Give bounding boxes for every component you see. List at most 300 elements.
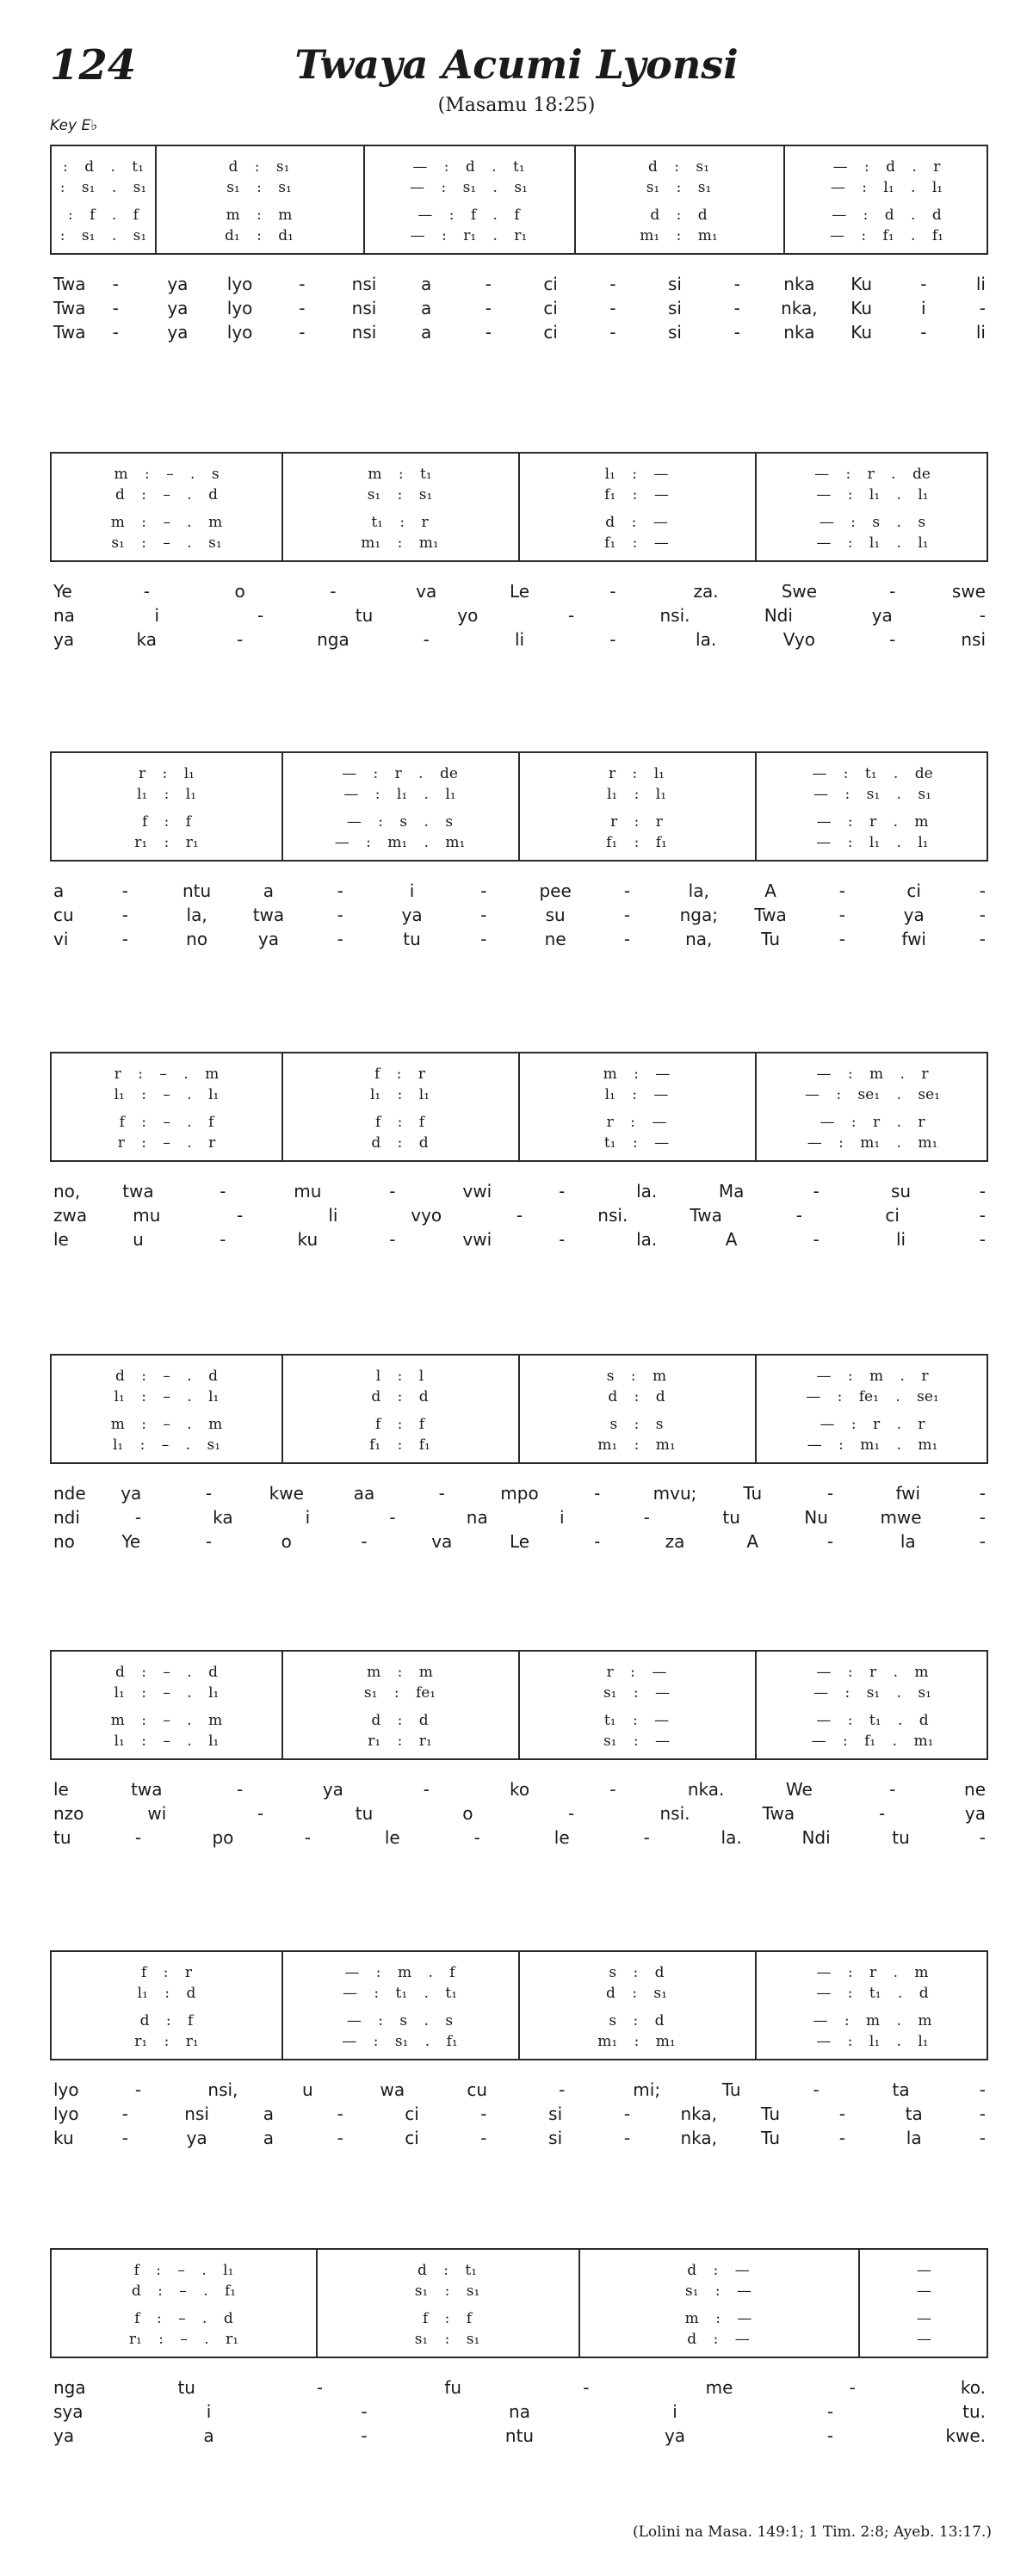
solfa-measure: r : r: [610, 813, 663, 831]
lyric-hyphen: -: [979, 1483, 986, 1504]
lyric-hyphen: -: [979, 929, 986, 949]
lyric-syllable: va: [431, 1531, 453, 1552]
solfa-measure: r : —: [606, 1664, 667, 1681]
lyric-line: [0, 1507, 1033, 1531]
lyric-syllable: nsi.: [597, 1205, 628, 1226]
lyric-hyphen: -: [979, 1827, 986, 1848]
lyric-hyphen: -: [205, 1531, 213, 1552]
lyric-hyphen: -: [389, 1229, 396, 1250]
solfa-measure: f : f: [141, 813, 192, 831]
lyric-syllable: la.: [636, 1181, 658, 1202]
solfa-measure: d : d: [371, 1388, 429, 1405]
lyric-hyphen: -: [583, 2377, 590, 2398]
lyric-hyphen: -: [220, 1229, 226, 1250]
lyric-syllable: no: [186, 929, 208, 949]
solfa-measure: d : —: [687, 2331, 750, 2348]
solfa-measure: d : d: [650, 207, 708, 224]
lyric-hyphen: -: [485, 274, 492, 294]
solfa-measure: — : m . r: [816, 1368, 929, 1385]
lyric-syllable: a: [263, 2103, 275, 2124]
lyric-syllable: o: [462, 1803, 473, 1824]
lyric-syllable: ya: [167, 298, 189, 318]
lyric-syllable: tu: [403, 929, 421, 949]
lyric-syllable: o: [281, 1531, 292, 1552]
solfa-measure: f : – . d: [134, 2310, 233, 2327]
lyric-syllable: la.: [696, 629, 717, 650]
lyric-hyphen: -: [480, 2103, 487, 2124]
lyric-syllable: nga: [53, 2377, 86, 2398]
solfa-measure: r : – . m: [114, 1066, 220, 1083]
lyric-hyphen: -: [143, 581, 150, 602]
solfa-measure: t₁ : —: [603, 1134, 670, 1152]
lyric-syllable: va: [416, 581, 437, 602]
solfa-voice-row: [52, 1436, 987, 1455]
lyric-syllable: si: [668, 274, 682, 294]
lyric-hyphen: -: [838, 2128, 845, 2148]
lyric-syllable: ya: [167, 274, 189, 294]
lyric-hyphen: -: [361, 2401, 368, 2422]
solfa-measure: m : m: [226, 207, 293, 224]
lyric-line: [0, 929, 1033, 953]
lyric-syllable: wa: [380, 2079, 405, 2100]
lyric-syllable: ci: [906, 880, 921, 901]
solfa-measure: l₁ : l₁: [606, 786, 667, 803]
lyric-syllable: nde: [53, 1483, 86, 1504]
lyric-syllable: fu: [444, 2377, 461, 2398]
staff-box: [50, 2248, 988, 2358]
lyric-syllable: vyo: [411, 1205, 442, 1226]
solfa-measure: l₁ : – . l₁: [114, 1086, 220, 1103]
lyric-syllable: tu: [177, 2377, 195, 2398]
lyric-syllable: mu: [133, 1205, 161, 1226]
lyric-syllable: lyo: [226, 274, 253, 294]
lyric-syllable: ku: [297, 1229, 319, 1250]
lyric-line: [0, 1531, 1033, 1555]
lyric-line: [0, 2079, 1033, 2103]
lyric-hyphen: -: [121, 929, 128, 949]
staff-box: [50, 1052, 988, 1162]
lyric-syllable: i: [672, 2401, 677, 2422]
solfa-measure: — : l₁ . l₁: [343, 786, 456, 803]
solfa-measure: — : r . m: [816, 813, 929, 831]
lyric-hyphen: -: [361, 2425, 368, 2446]
solfa-measure: f : f: [374, 1114, 425, 1131]
lyric-line: [0, 2425, 1033, 2449]
hymn-scripture-subtitle: (Masamu 18:25): [437, 95, 596, 116]
lyric-syllable: ta: [892, 2079, 910, 2100]
lyric-hyphen: -: [236, 1205, 244, 1226]
lyric-syllable: ku: [53, 2128, 74, 2148]
lyric-hyphen: -: [623, 2128, 631, 2148]
solfa-measure: — : r . r: [820, 1416, 925, 1433]
solfa-measure: d : t₁: [417, 2262, 478, 2279]
solfa-voice-row: [52, 466, 987, 485]
lyric-syllable: twa: [131, 1779, 163, 1800]
solfa-measure: — : m₁ . m₁: [334, 834, 466, 851]
lyric-syllable: a: [53, 880, 65, 901]
solfa-measure: — : s . s: [346, 813, 454, 831]
solfa-measure: d : d: [608, 1388, 665, 1405]
solfa-voice-row: [52, 1086, 987, 1105]
lyric-syllable: li: [975, 322, 986, 343]
lyric-syllable: za.: [693, 581, 719, 602]
lyric-syllable: za: [665, 1531, 685, 1552]
solfa-measure: — : r . de: [342, 765, 458, 782]
solfa-measure: s₁ : —: [684, 2283, 752, 2300]
lyric-hyphen: -: [813, 2079, 820, 2100]
solfa-measure: m₁ : m₁: [640, 227, 718, 244]
lyric-line: [0, 1483, 1033, 1507]
solfa-voice-row: [52, 2310, 987, 2329]
solfa-measure: f : f: [422, 2310, 473, 2327]
lyric-syllable: ya: [121, 1483, 142, 1504]
solfa-measure: — : r₁ . r₁: [410, 227, 528, 244]
solfa-measure: s₁ : – . s₁: [111, 534, 222, 552]
lyric-hyphen: -: [257, 605, 264, 626]
solfa-measure: l₁ : – . s₁: [112, 1436, 221, 1454]
solfa-measure: — : l₁ . l₁: [816, 834, 929, 851]
lyric-syllable: Ku: [851, 274, 872, 294]
lyric-syllable: ya: [903, 905, 925, 925]
lyric-syllable: Ndi: [801, 1827, 831, 1848]
solfa-voice-row: [52, 1985, 987, 2004]
lyric-line: [0, 629, 1033, 653]
lyric-syllable: A: [764, 880, 776, 901]
lyric-syllable: ci: [543, 274, 558, 294]
lyric-syllable: nsi,: [207, 2079, 238, 2100]
solfa-voice-row: [52, 534, 987, 553]
lyric-syllable: Vyo: [782, 629, 815, 650]
lyric-syllable: la.: [636, 1229, 658, 1250]
solfa-measure: s : m: [606, 1368, 667, 1385]
lyric-hyphen: -: [826, 2425, 834, 2446]
solfa-measure: m : t₁: [368, 466, 432, 483]
lyric-hyphen: -: [480, 929, 487, 949]
lyric-hyphen: -: [813, 1229, 820, 1250]
lyric-hyphen: -: [889, 1779, 896, 1800]
lyric-hyphen: -: [623, 880, 631, 901]
lyric-syllable: ko: [509, 1779, 530, 1800]
lyric-hyphen: -: [733, 322, 740, 343]
lyric-hyphen: -: [623, 929, 631, 949]
solfa-measure: d : d: [371, 1134, 429, 1152]
lyric-syllable: We: [785, 1779, 813, 1800]
lyric-syllable: swe: [951, 581, 986, 602]
lyric-hyphen: -: [121, 2103, 128, 2124]
solfa-voice-row: [52, 1964, 987, 1983]
lyric-hyphen: -: [609, 581, 616, 602]
solfa-measure: s₁ : s₁: [367, 486, 433, 503]
lyric-hyphen: -: [389, 1181, 396, 1202]
staff-box: [50, 751, 988, 862]
lyric-syllable: Tu: [761, 929, 780, 949]
lyric-hyphen: -: [112, 298, 119, 318]
lyric-syllable: nzo: [53, 1803, 84, 1824]
lyric-hyphen: -: [838, 2103, 845, 2124]
solfa-measure: l₁ : – . l₁: [114, 1733, 220, 1750]
lyric-line: [0, 1803, 1033, 1827]
solfa-measure: — : s₁ . s₁: [410, 179, 528, 196]
lyric-syllable: nsi: [184, 2103, 209, 2124]
lyric-syllable: Ma: [718, 1181, 745, 1202]
solfa-measure: r₁ : r₁: [134, 2033, 199, 2050]
lyric-hyphen: -: [337, 2128, 343, 2148]
solfa-measure: — : fe₁ . se₁: [806, 1388, 939, 1405]
lyric-hyphen: -: [849, 2377, 856, 2398]
lyric-syllable: mwe: [880, 1507, 922, 1528]
lyric-hyphen: -: [609, 274, 616, 294]
solfa-measure: l₁ : – . l₁: [114, 1684, 220, 1702]
lyric-syllable: twa: [252, 905, 285, 925]
solfa-measure: d : – . d: [114, 1368, 218, 1385]
lyric-syllable: la,: [186, 905, 207, 925]
solfa-measure: — : m . m: [813, 2012, 932, 2029]
solfa-voice-row: [52, 158, 987, 177]
lyric-syllable: A: [746, 1531, 759, 1552]
solfa-measure: d : —: [605, 514, 668, 531]
lyric-hyphen: -: [623, 2103, 631, 2124]
lyric-syllable: Ye: [53, 581, 72, 602]
lyric-hyphen: -: [480, 880, 487, 901]
solfa-measure: l₁ : l₁: [136, 786, 197, 803]
solfa-measure: m : m: [367, 1664, 433, 1681]
lyric-syllable: Twa: [53, 298, 86, 318]
lyric-hyphen: -: [205, 1483, 213, 1504]
lyric-syllable: tu: [53, 1827, 71, 1848]
lyric-syllable: ya: [664, 2425, 686, 2446]
lyric-hyphen: -: [979, 905, 986, 925]
lyric-syllable: Le: [509, 581, 530, 602]
lyric-hyphen: -: [609, 629, 616, 650]
lyric-syllable: nka,: [680, 2128, 718, 2148]
lyric-syllable: ka: [213, 1507, 233, 1528]
solfa-measure: — : t₁ . d: [816, 1712, 929, 1729]
lyric-syllable: le: [53, 1779, 69, 1800]
solfa-measure: r : – . r: [117, 1134, 216, 1152]
footer-references: (Lolini na Masa. 149:1; 1 Tim. 2:8; Ayeb. 13:17.): [632, 2523, 992, 2541]
key-signature: Key E♭: [50, 117, 98, 134]
lyric-syllable: a: [421, 298, 432, 318]
lyric-syllable: si: [548, 2128, 563, 2148]
lyric-hyphen: -: [643, 1507, 650, 1528]
lyric-hyphen: -: [299, 322, 306, 343]
solfa-measure: d₁ : d₁: [225, 227, 294, 244]
lyric-syllable: fwi: [901, 929, 926, 949]
lyric-hyphen: -: [568, 1803, 575, 1824]
solfa-measure: — : m . f: [344, 1964, 455, 1981]
solfa-measure: l : l: [375, 1368, 424, 1385]
solfa-measure: f : r: [141, 1964, 192, 1981]
lyric-hyphen: -: [838, 905, 845, 925]
lyric-hyphen: -: [609, 1779, 616, 1800]
solfa-measure: d : – . f₁: [131, 2283, 237, 2300]
lyric-syllable: ya: [53, 2425, 75, 2446]
solfa-measure: r : —: [606, 1114, 667, 1131]
solfa-measure: m : —: [684, 2310, 752, 2327]
lyric-syllable: pee: [539, 880, 572, 901]
solfa-measure: — : t₁ . de: [812, 765, 933, 782]
lyric-hyphen: -: [330, 581, 337, 602]
solfa-measure: : f . f: [68, 207, 139, 224]
lyric-syllable: li: [328, 1205, 338, 1226]
lyric-line: [0, 2128, 1033, 2152]
solfa-measure: f : r: [374, 1066, 425, 1083]
lyric-syllable: lyo: [53, 2103, 79, 2124]
lyric-syllable: ya: [964, 1803, 986, 1824]
lyric-syllable: lyo: [53, 2079, 79, 2100]
lyric-syllable: i: [305, 1507, 311, 1528]
solfa-measure: : d . t₁: [63, 158, 144, 176]
solfa-measure: s₁ : s₁: [414, 2283, 480, 2300]
lyric-hyphen: -: [594, 1531, 601, 1552]
solfa-voice-row: [52, 179, 987, 198]
lyric-line: [0, 2103, 1033, 2128]
lyric-hyphen: -: [979, 2103, 986, 2124]
solfa-voice-row: [52, 1368, 987, 1387]
lyric-syllable: Tu: [761, 2103, 780, 2124]
lyric-syllable: Twa: [53, 322, 86, 343]
solfa-measure: — : t₁ . d: [816, 1985, 929, 2002]
lyric-syllable: u: [133, 1229, 144, 1250]
solfa-measure: — : s₁ . f₁: [342, 2033, 458, 2050]
solfa-measure: r : l₁: [609, 765, 665, 782]
lyric-syllable: a: [203, 2425, 214, 2446]
solfa-measure: d : s₁: [606, 1985, 667, 2002]
solfa-measure: — : d . d: [832, 207, 942, 224]
lyric-syllable: ya: [257, 929, 279, 949]
lyric-syllable: su: [890, 1181, 912, 1202]
lyric-syllable: na: [466, 1507, 488, 1528]
lyric-hyphen: -: [423, 629, 430, 650]
solfa-measure: s : d: [609, 2012, 665, 2029]
lyric-syllable: si: [668, 298, 682, 318]
solfa-voice-row: [52, 1134, 987, 1153]
staff-box: [50, 145, 988, 255]
lyric-syllable: i: [206, 2401, 212, 2422]
solfa-measure: — : r . r: [820, 1114, 925, 1131]
lyric-syllable: nka: [783, 322, 815, 343]
lyric-syllable: mu: [294, 1181, 322, 1202]
solfa-measure: d : – . d: [114, 486, 218, 503]
lyric-hyphen: -: [220, 1181, 226, 1202]
solfa-measure: s₁ : —: [603, 1733, 671, 1750]
solfa-measure: m₁ : m₁: [361, 534, 439, 552]
lyric-syllable: tu: [355, 605, 374, 626]
lyric-syllable: le: [554, 1827, 570, 1848]
solfa-measure: f : – . l₁: [133, 2262, 234, 2279]
lyric-hyphen: -: [838, 929, 845, 949]
lyric-hyphen: -: [516, 1205, 523, 1226]
lyric-syllable: kwe: [269, 1483, 304, 1504]
solfa-measure: s₁ : s₁: [226, 179, 292, 196]
lyric-syllable: ne: [544, 929, 566, 949]
solfa-voice-row: [52, 1388, 987, 1407]
lyric-hyphen: -: [304, 1827, 311, 1848]
solfa-measure: — : m . r: [816, 1066, 929, 1083]
lyric-syllable: nga: [317, 629, 349, 650]
solfa-measure: —: [917, 2262, 931, 2279]
lyric-syllable: sya: [53, 2401, 84, 2422]
lyric-syllable: ntu: [182, 880, 212, 901]
lyric-hyphen: -: [733, 298, 740, 318]
lyric-hyphen: -: [121, 905, 128, 925]
solfa-measure: l₁ : d: [137, 1985, 196, 2002]
lyric-hyphen: -: [826, 2401, 834, 2422]
solfa-measure: f : – . f: [119, 1114, 214, 1131]
solfa-measure: — : se₁ . se₁: [805, 1086, 940, 1103]
staff-box: [50, 1950, 988, 2060]
lyric-syllable: cu: [467, 2079, 488, 2100]
lyric-syllable: no: [53, 1531, 75, 1552]
lyric-syllable: twa: [122, 1181, 154, 1202]
solfa-measure: l₁ : – . l₁: [114, 1388, 220, 1405]
hymn-title: Twaya Acumi Lyonsi: [294, 41, 739, 88]
lyric-syllable: o: [234, 581, 245, 602]
lyric-syllable: tu: [892, 1827, 910, 1848]
lyric-hyphen: -: [438, 1483, 445, 1504]
lyric-syllable: si: [548, 2103, 563, 2124]
lyric-hyphen: -: [299, 298, 306, 318]
lyric-syllable: li: [975, 274, 986, 294]
lyric-hyphen: -: [879, 1803, 886, 1824]
lyric-syllable: nsi: [961, 629, 986, 650]
lyric-hyphen: -: [559, 1181, 566, 1202]
hymn-number: 124: [50, 41, 137, 90]
solfa-voice-row: [52, 1664, 987, 1683]
solfa-voice-row: [52, 2283, 987, 2301]
solfa-measure: s₁ : s₁: [414, 2331, 480, 2348]
lyric-hyphen: -: [480, 2128, 487, 2148]
lyric-syllable: su: [545, 905, 566, 925]
lyric-line: [0, 581, 1033, 605]
solfa-measure: d : f: [139, 2012, 194, 2029]
solfa-voice-row: [52, 2012, 987, 2031]
lyric-syllable: ya: [53, 629, 75, 650]
lyric-hyphen: -: [623, 905, 631, 925]
lyric-hyphen: -: [337, 880, 343, 901]
lyric-line: [0, 2377, 1033, 2401]
solfa-measure: —: [917, 2283, 931, 2300]
lyric-syllable: Twa: [690, 1205, 722, 1226]
lyric-syllable: nsi: [351, 274, 377, 294]
solfa-measure: — : s . s: [819, 514, 926, 531]
lyric-syllable: nka,: [781, 298, 818, 318]
solfa-measure: r₁ : – . r₁: [128, 2331, 239, 2348]
lyric-syllable: ci: [405, 2103, 419, 2124]
lyric-syllable: a: [421, 274, 432, 294]
lyric-hyphen: -: [920, 274, 927, 294]
lyric-hyphen: -: [134, 2079, 142, 2100]
lyric-hyphen: -: [337, 2103, 343, 2124]
solfa-measure: — : t₁ . t₁: [342, 1985, 458, 2002]
lyric-syllable: la,: [688, 880, 709, 901]
lyric-syllable: si: [668, 322, 682, 343]
lyric-syllable: i: [409, 880, 415, 901]
lyric-syllable: a: [263, 880, 275, 901]
lyric-syllable: la: [900, 1531, 916, 1552]
staff-box: [50, 1354, 988, 1464]
lyric-syllable: cu: [53, 905, 74, 925]
lyric-syllable: Tu: [761, 2128, 780, 2148]
lyric-syllable: tu: [355, 1803, 374, 1824]
lyric-syllable: ka: [136, 629, 158, 650]
lyric-syllable: li: [514, 629, 525, 650]
lyric-hyphen: -: [480, 905, 487, 925]
lyric-hyphen: -: [979, 1181, 986, 1202]
lyric-syllable: Ku: [851, 298, 872, 318]
lyric-hyphen: -: [979, 605, 986, 626]
solfa-measure: — : f₁ . f₁: [830, 227, 943, 244]
